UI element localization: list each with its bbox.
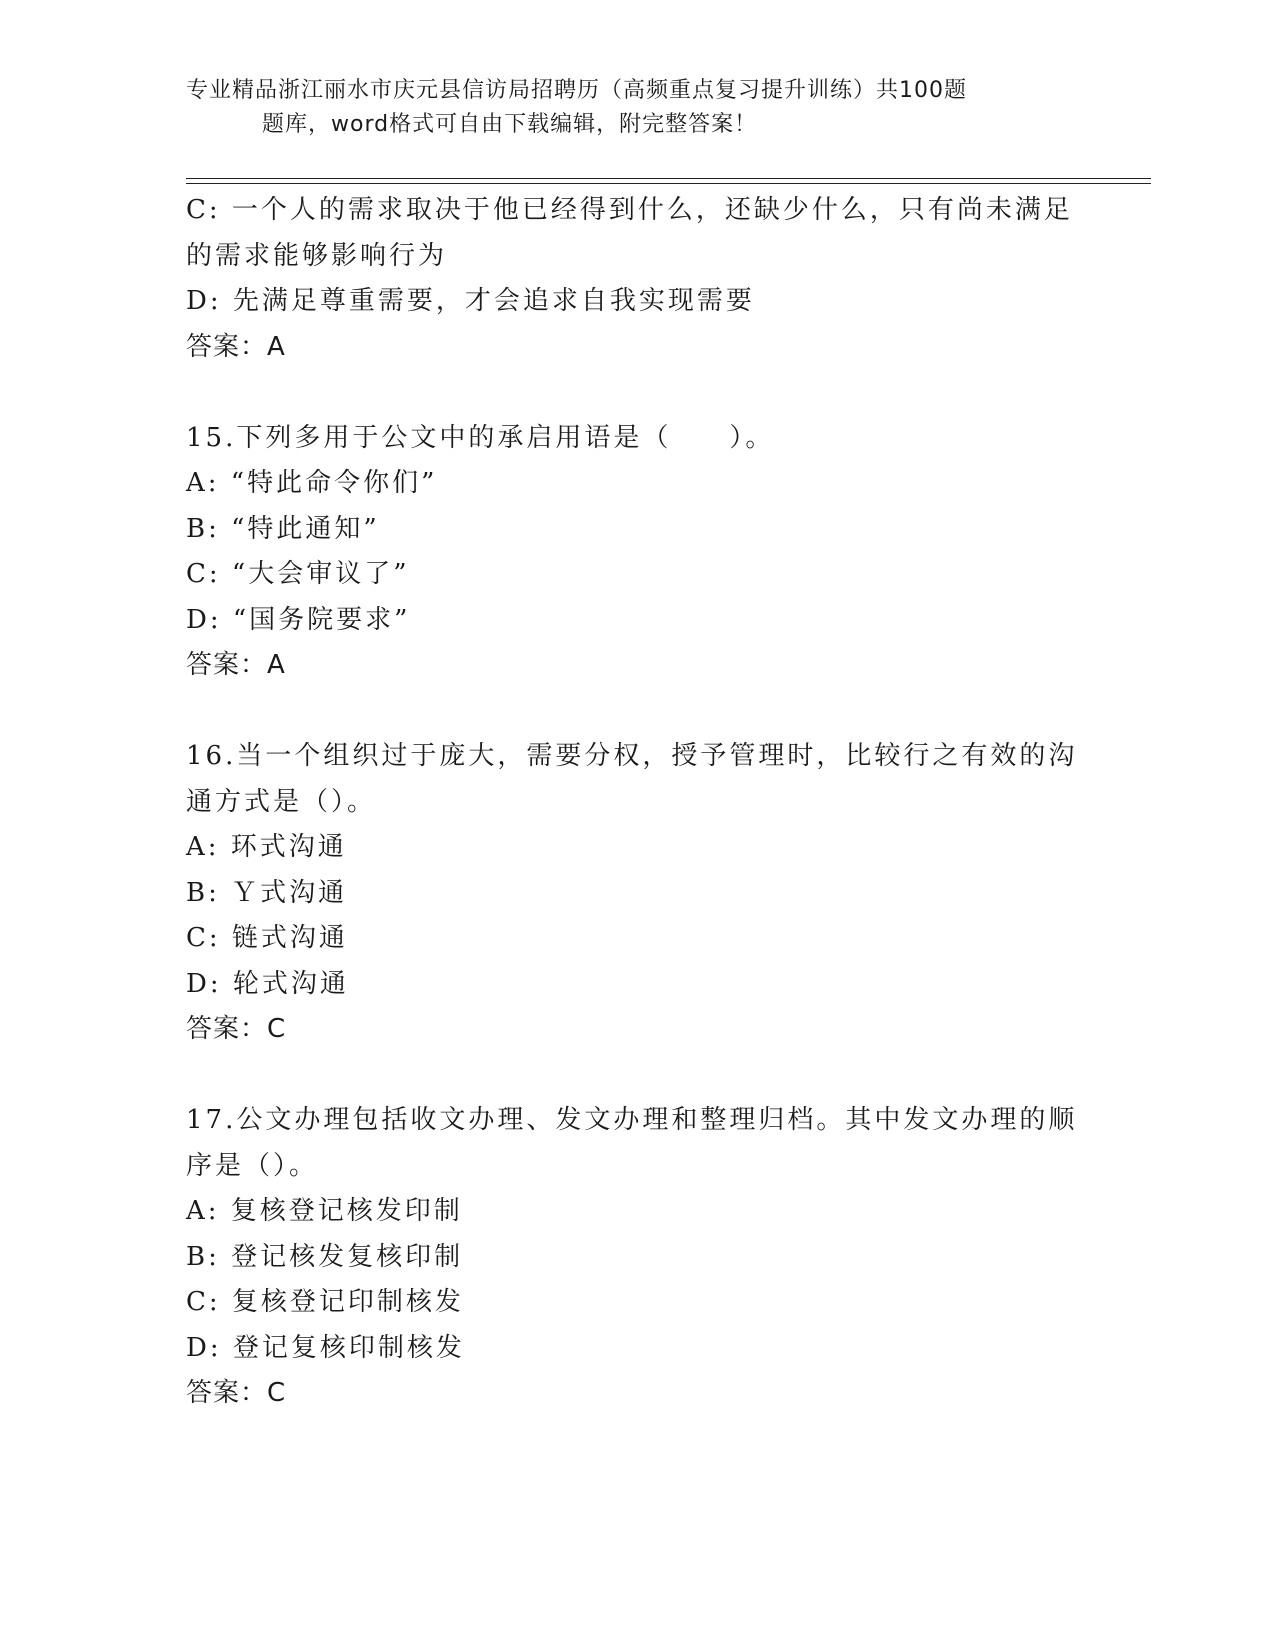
header-title-line2: 题库，word格式可自由下载编辑，附完整答案！ — [262, 112, 758, 137]
header-title-line1: 专业精品浙江丽水市庆元县信访局招聘历（高频重点复习提升训练）共100题 — [186, 78, 967, 103]
document-body — [186, 188, 1086, 1417]
spacer — [186, 1053, 1086, 1099]
option-c: C: 一个人的需求取决于他已经得到什么，还缺少什么，只有尚未满足 — [186, 195, 1073, 225]
option-d: D: 先满足尊重需要，才会追求自我实现需要 — [186, 286, 755, 316]
option-a: A: 环式沟通 — [186, 832, 347, 862]
question-14-continued — [186, 188, 1086, 370]
question-stem: 17.公文办理包括收文办理、发文办理和整理归档。其中发文办理的顺 — [186, 1105, 1078, 1135]
question-stem: 16.当一个组织过于庞大，需要分权，授予管理时，比较行之有效的沟 — [186, 741, 1078, 771]
question-stem-continued: 通方式是（）。 — [186, 786, 377, 817]
option-d: D: 轮式沟通 — [186, 968, 349, 999]
option-a: A: 复核登记核发印制 — [186, 1196, 463, 1226]
question-stem: 15.下列多用于公文中的承启用语是（ ）。 — [186, 422, 775, 453]
spacer — [186, 370, 1086, 416]
option-c: C: 复核登记印制核发 — [186, 1287, 464, 1317]
page-header — [186, 74, 1086, 142]
option-c: C: “大会审议了” — [186, 559, 410, 589]
spacer — [186, 689, 1086, 735]
option-b: B: “特此通知” — [186, 513, 380, 544]
header-rule-top — [186, 178, 1151, 179]
question-16 — [186, 734, 1086, 1053]
question-stem-continued: 序是（）。 — [186, 1150, 319, 1181]
answer: 答案：C — [186, 1014, 287, 1044]
answer: 答案：A — [186, 650, 286, 680]
option-a: A: “特此命令你们” — [186, 468, 438, 498]
option-b: B: 登记核发复核印制 — [186, 1241, 464, 1272]
header-rule-bottom — [186, 183, 1151, 184]
answer: 答案：C — [186, 1378, 287, 1408]
answer: 答案：A — [186, 331, 286, 362]
question-15 — [186, 416, 1086, 689]
question-17 — [186, 1098, 1086, 1417]
option-b: B: Ｙ式沟通 — [186, 877, 348, 908]
option-c-continued: 的需求能够影响行为 — [186, 240, 448, 271]
option-d: D: 登记复核印制核发 — [186, 1332, 465, 1363]
option-d: D: “国务院要求” — [186, 604, 411, 635]
option-c: C: 链式沟通 — [186, 923, 348, 953]
